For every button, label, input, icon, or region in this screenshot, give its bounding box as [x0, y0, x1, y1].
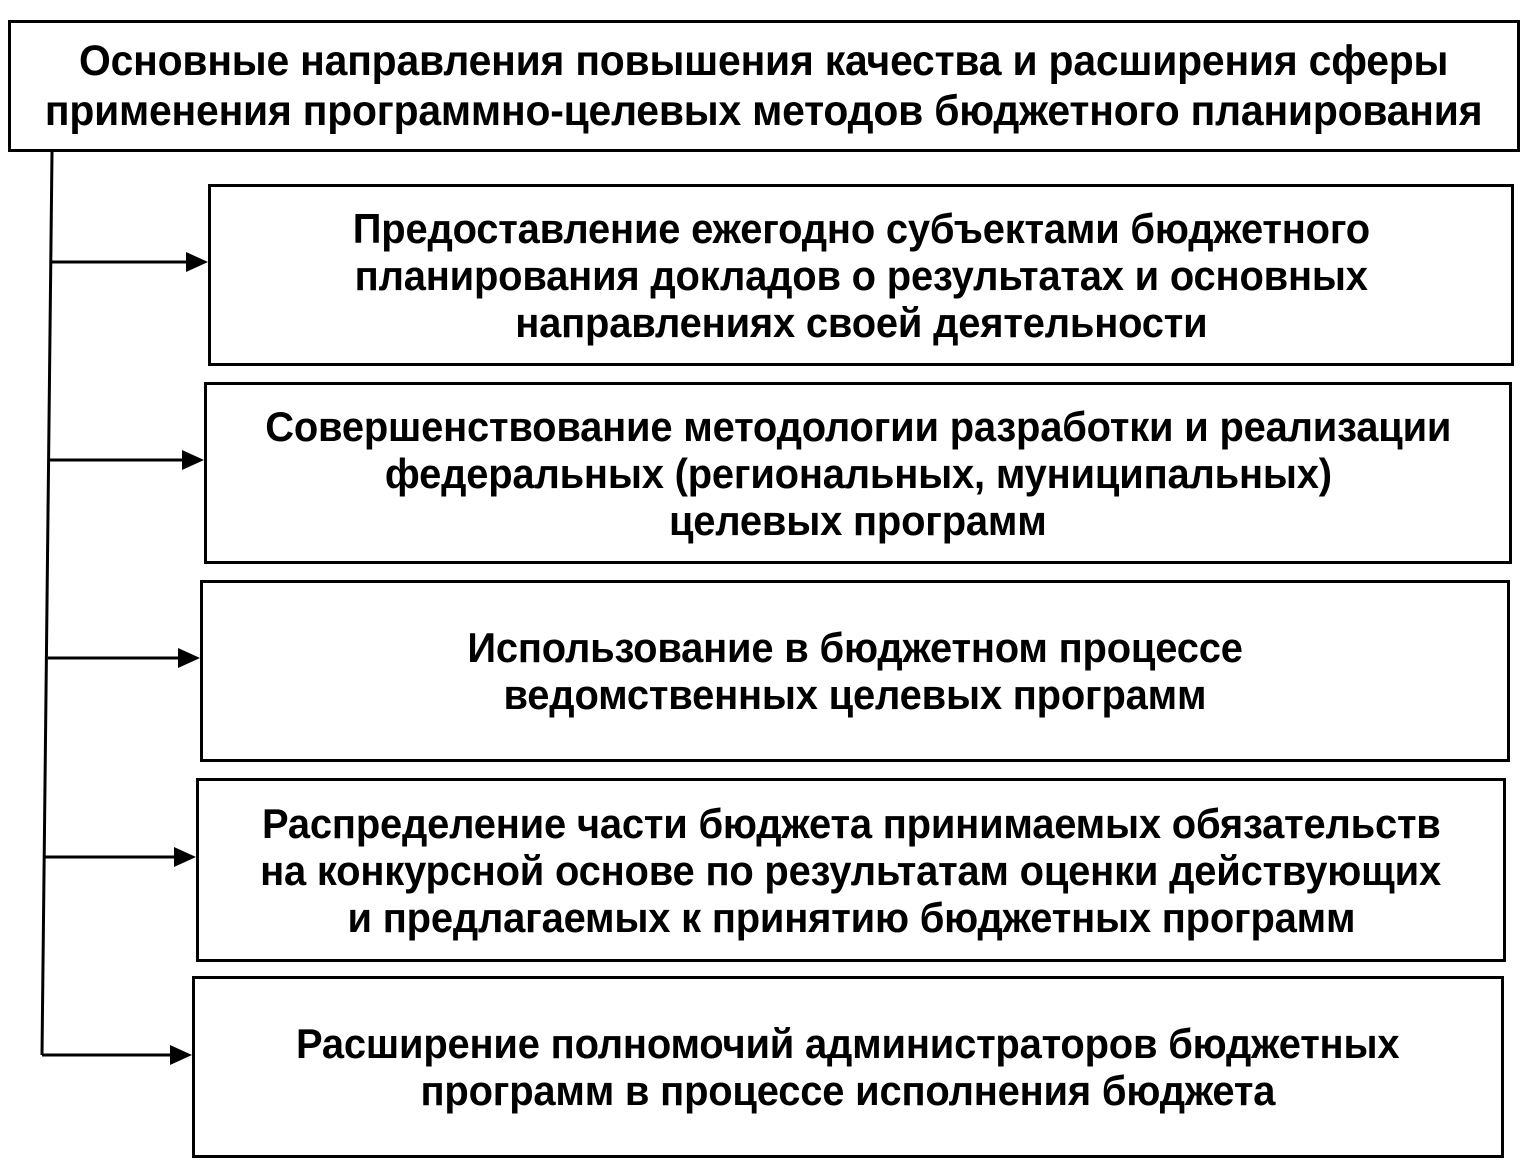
item-box-annual-reports	[208, 184, 1514, 366]
arrow-to-item-2	[50, 450, 204, 470]
vertical-trunk-line	[42, 152, 52, 1055]
item-box-administrator-powers	[192, 976, 1504, 1158]
arrow-to-item-4	[45, 847, 196, 867]
item-5-line-2: программ в процессе исполнения бюджета	[420, 1067, 1276, 1114]
item-4-line-1: Распределение части бюджета принимаемых обязательств	[261, 799, 1441, 847]
item-3-line-1: Использование в бюджетном процессе	[467, 624, 1243, 671]
item-1-line-2: планирования докладов о результатах и основных	[354, 251, 1368, 299]
item-4-line-3: и предлагаемых к принятию бюджетных программ	[347, 893, 1355, 941]
item-2-line-3: целевых программ	[669, 496, 1047, 544]
item-1-line-1: Предоставление ежегодно субъектами бюджетного	[352, 204, 1370, 252]
item-box-competitive-allocation	[196, 778, 1506, 962]
item-5-line-1: Расширение полномочий администраторов бюджетных	[296, 1020, 1400, 1067]
item-1-line-3: направлениях своей деятельности	[514, 298, 1208, 346]
main-title-line-2: применения программно-целевых методов бюджетного планирования	[45, 87, 1483, 135]
main-title-box	[8, 20, 1520, 152]
main-title-line-1: Основные направления повышения качества и расширения сферы	[79, 37, 1449, 85]
item-3-line-2: ведомственных целевых программ	[503, 671, 1207, 718]
item-box-methodology	[204, 382, 1512, 564]
item-box-departmental-programs	[200, 580, 1510, 762]
arrow-to-item-5	[42, 1045, 192, 1065]
item-2-line-2: федеральных (региональных, муниципальных)	[384, 449, 1332, 497]
arrow-to-item-3	[48, 648, 200, 668]
item-4-line-2: на конкурсной основе по результатам оценки действующих	[260, 846, 1442, 894]
arrow-to-item-1	[52, 252, 208, 272]
item-2-line-1: Совершенствование методологии разработки и реализации	[264, 402, 1452, 450]
